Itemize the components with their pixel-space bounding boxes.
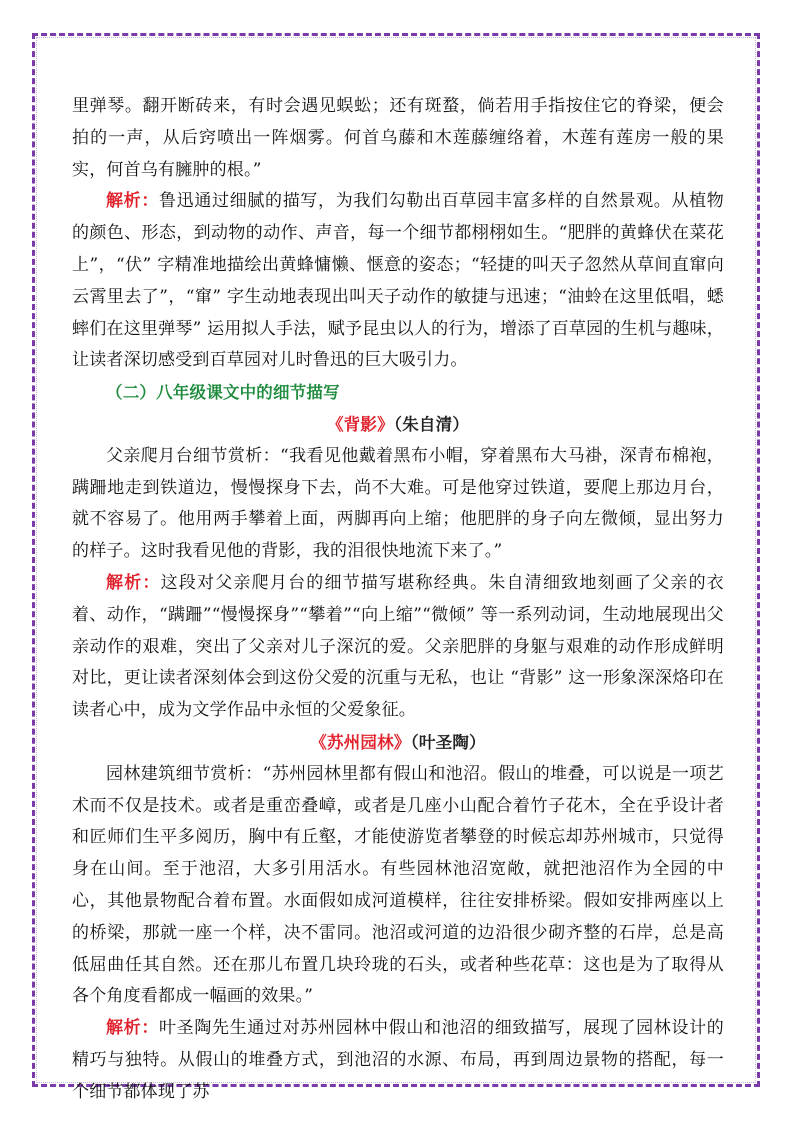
analysis-paragraph-2 xyxy=(72,568,724,727)
quote-paragraph-suzhou: 园林建筑细节赏析：“苏州园林里都有假山和池沼。假山的堆叠，可以说是一项艺术而不仅是技术。或者是重峦叠嶂，或者是几座小山配合着竹子花木，全在乎设计者和匠师们生平多阅历，胸中有丘壑，才能使游览者攀登的时候忘却苏州城市，只觉得身在山间。至于池沼，大多引用活水。有些园林池沼宽敞，就把池沼作为全园的中心，其他景物配合着布置。水面假如成河道模样，往往安排桥梁。假如安排两座以上的桥梁，那就一座一个样，决不雷同。池沼或河道的边沿很少砌齐整的石岸，总是高低屈曲任其自然。还在那儿布置几块玲珑的石头，或者种些花草：这也是为了取得从各个角度看都成一幅画的效果。” xyxy=(72,763,724,1007)
work-name: 《背影》 xyxy=(326,414,394,434)
analysis-paragraph-3 xyxy=(72,1013,724,1108)
work-title-suzhou xyxy=(72,727,724,759)
document-body xyxy=(72,91,724,1109)
work-title-beiying xyxy=(72,409,724,441)
work-name: 《苏州园林》 xyxy=(310,732,411,752)
paragraph-continued: 里弹琴。翻开断砖来，有时会遇见蜈蚣；还有斑蝥，倘若用手指按住它的脊梁，便会拍的一声，从后窍喷出一阵烟雾。何首乌藤和木莲藤缠络着，木莲有莲房一般的果实，何首乌有臃肿的根。” xyxy=(72,96,724,180)
analysis-text: 叶圣陶先生通过对苏州园林中假山和池沼的细致描写，展现了园林设计的精巧与独特。从假山的堆叠方式，到池沼的水源、布局，再到周边景物的搭配，每一个细节都体现了苏 xyxy=(72,1018,724,1102)
work-author: （朱自清） xyxy=(393,414,470,434)
analysis-text: 鲁迅通过细腻的描写，为我们勾勒出百草园丰富多样的自然景观。从植物的颜色、形态，到动物的动作、声音，每一个细节都栩栩如生。“肥胖的黄蜂伏在菜花上”，“伏” 字精准地描绘出黄蜂慵懒、惬意的姿态；“轻捷的叫天子忽然从草间直窜向云霄里去了”，“窜” 字生动地表现出叫天子动作的敏捷与迅速；“油蛉在这里低唱，蟋蟀们在这里弹琴” 运用拟人手法，赋予昆虫以人的行为，增添了百草园的生机与趣味，让读者深切感受到百草园对儿时鲁迅的巨大吸引力。 xyxy=(72,191,724,371)
analysis-paragraph-1 xyxy=(72,186,724,377)
quote-paragraph-beiying: 父亲爬月台细节赏析：“我看见他戴着黑布小帽，穿着黑布大马褂，深青布棉袍，蹒跚地走到铁道边，慢慢探身下去，尚不大难。可是他穿过铁道，要爬上那边月台，就不容易了。他用两手攀着上面，两脚再向上缩；他肥胖的身子向左微倾，显出努力的样子。这时我看见他的背影，我的泪很快地流下来了。” xyxy=(72,445,724,562)
section-heading: （二）八年级课文中的细节描写 xyxy=(106,383,340,403)
analysis-label: 解析： xyxy=(106,191,160,212)
analysis-label: 解析： xyxy=(106,572,161,593)
work-author: （叶圣陶） xyxy=(410,732,486,752)
analysis-label: 解析： xyxy=(106,1018,160,1039)
analysis-text: 这段对父亲爬月台的细节描写堪称经典。朱自清细致地刻画了父亲的衣着、动作，“蹒跚”“慢慢探身”“攀着”“向上缩”“微倾” 等一系列动词，生动地展现出父亲动作的艰难，突出了父亲对儿子深沉的爱。父亲肥胖的身躯与艰难的动作形成鲜明对比，更让读者深刻体会到这份父爱的沉重与无私，也让 “背影” 这一形象深深烙印在读者心中，成为文学作品中永恒的父爱象征。 xyxy=(72,572,724,721)
